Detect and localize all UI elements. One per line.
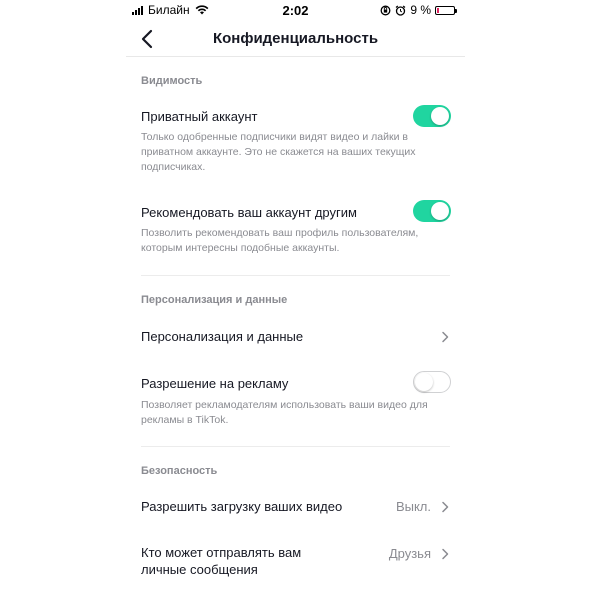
direct-messages-label-line2: личные сообщения <box>141 562 258 577</box>
chevron-right-icon <box>441 548 449 560</box>
status-time: 2:02 <box>282 3 309 18</box>
divider <box>141 446 450 447</box>
orientation-lock-icon <box>380 5 391 16</box>
toggle-knob <box>415 373 433 391</box>
personalization-data-label: Персонализация и данные <box>141 329 304 344</box>
chevron-right-icon <box>441 331 449 343</box>
battery-percent: 9 % <box>410 3 431 17</box>
allow-downloads-value: Выкл. <box>395 499 431 514</box>
allow-downloads-label: Разрешить загрузку ваших видео <box>141 499 343 514</box>
ads-permission-description: Позволяет рекламодателям использовать ваши видео для рекламы в TikTok. <box>141 399 428 426</box>
page-title: Конфиденциальность <box>212 30 379 47</box>
ads-permission-label: Разрешение на рекламу <box>141 376 289 391</box>
private-account-toggle[interactable] <box>413 105 451 127</box>
private-account-description: Только одобренные подписчики видят видео и лайки в приватном аккаунте. Это не скажется на ваших текущих подписчиках. <box>141 131 416 173</box>
toggle-knob <box>431 202 449 220</box>
alarm-icon <box>395 5 406 16</box>
toggle-knob <box>431 107 449 125</box>
status-right <box>380 3 455 17</box>
section-title-safety: Безопасность <box>141 465 218 477</box>
direct-messages-value: Друзья <box>388 546 431 561</box>
status-bar <box>126 0 465 20</box>
personalization-data-item[interactable] <box>126 320 465 354</box>
private-account-label: Приватный аккаунт <box>141 109 258 124</box>
section-title-visibility: Видимость <box>141 75 203 87</box>
suggest-account-description: Позволить рекомендовать ваш профиль пользователям, которым интересны подобные аккаунты. <box>141 227 419 254</box>
ads-permission-toggle[interactable] <box>413 371 451 393</box>
allow-downloads-item[interactable] <box>126 490 465 524</box>
suggest-account-toggle[interactable] <box>413 200 451 222</box>
battery-icon <box>435 6 455 15</box>
suggest-account-label: Рекомендовать ваш аккаунт другим <box>141 205 357 220</box>
direct-messages-label-line1: Кто может отправлять вам <box>141 545 302 560</box>
nav-header <box>126 22 465 57</box>
divider <box>141 275 450 276</box>
chevron-right-icon <box>441 501 449 513</box>
direct-messages-item[interactable] <box>126 538 465 582</box>
privacy-screen <box>126 0 465 600</box>
carrier-name: Билайн <box>148 3 190 17</box>
section-title-personalization: Персонализация и данные <box>141 294 288 306</box>
